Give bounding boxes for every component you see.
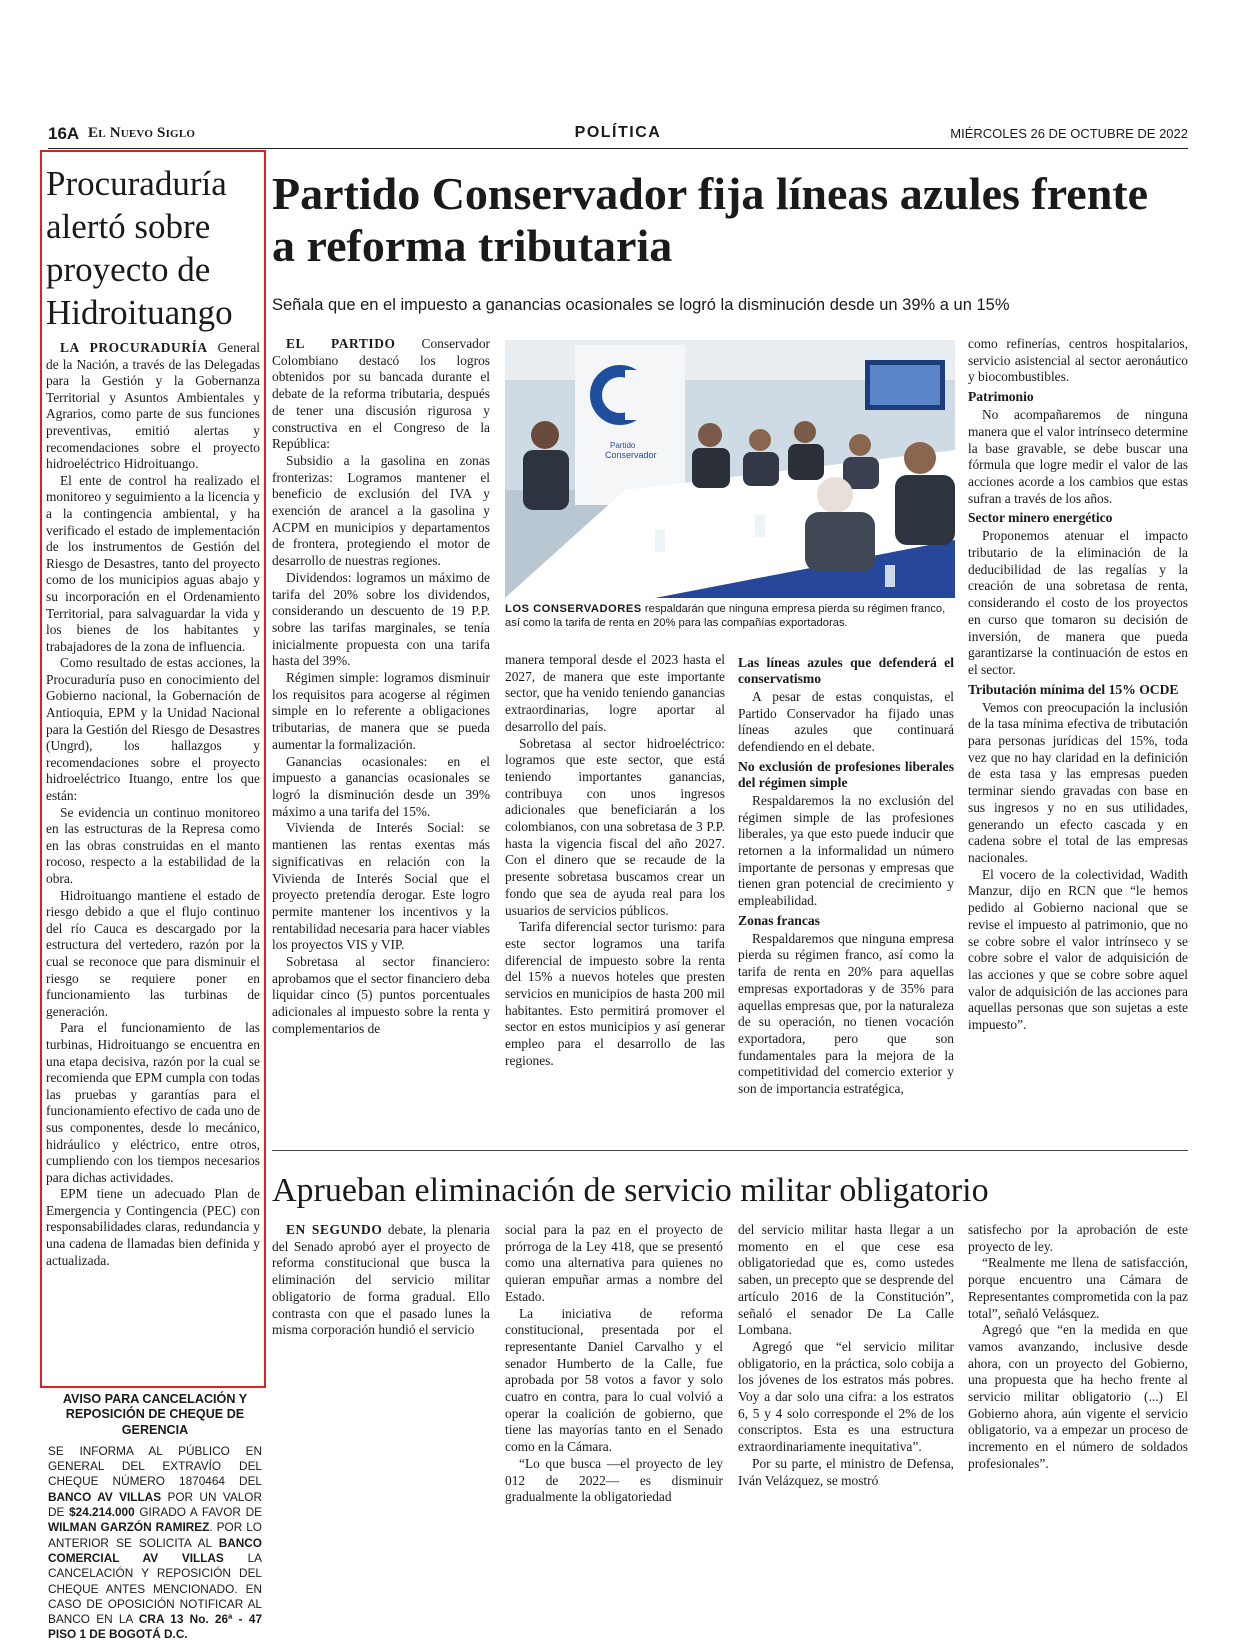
subhead: No exclusión de profesiones liberales del régimen simple <box>738 758 954 790</box>
sidebar-title: Procuraduría alertó sobre proyecto de Hidroituango <box>46 164 233 332</box>
main-column-1 <box>272 336 490 1038</box>
photo-caption: LOS CONSERVADORES respaldarán que ninguna empresa pierda su régimen franco, así como la tarifa de renta en 20% para las compañías exportadoras. <box>505 603 946 629</box>
second-paragraph: “Realmente me llena de satisfacción, porque encuentro una Cámara de Representantes comprometida con la paz total”, señaló Velásquez. <box>968 1255 1188 1321</box>
sidebar-paragraph: Como resultado de estas acciones, la Procuraduría puso en conocimiento del Gobierno nacional, la Gobernación de Antioquia, EPM y la Unidad Nacional para la Gestión del Riesgo de Desastres (Ungrd), los hallazgos y recomendaciones sobre el proyecto hidroeléctrico Ituango, entre los que están: <box>46 655 260 804</box>
issue-date: MIÉRCOLES 26 DE OCTUBRE DE 2022 <box>950 126 1188 141</box>
second-paragraph: “Lo que busca —el proyecto de ley 012 de 2022— es disminuir gradualmente la obligatoriedad <box>505 1455 723 1505</box>
second-headline: Aprueban eliminación de servicio militar obligatorio <box>272 1172 989 1209</box>
main-paragraph: Vivienda de Interés Social: se mantienen las rentas exentas más significativas en relación con la Vivienda de Interés Social que el proyecto pretendía derogar. Este logro permite mantener los incentivos y la rentabilidad necesaria para hacer viables los proyectos VIS y VIP. <box>272 820 490 953</box>
paper-name: El Nuevo Siglo <box>88 125 196 141</box>
subhead: Zonas francas <box>738 912 820 928</box>
second-paragraph: satisfecho por la aprobación de este proyecto de ley. <box>968 1222 1188 1254</box>
sidebar-paragraph: LA PROCURADURÍA General de la Nación, a través de las Delegadas para la Gestión y la Gobernanza Territorial y Asuntos Ambientales y Agrarios, como parte de sus funciones preventivas, emitió alertas y recomendaciones sobre el proyecto hidroeléctrico Hidroituango. <box>46 340 260 472</box>
main-paragraph: manera temporal desde el 2023 hasta el 2027, de manera que este importante sector, que ha venido teniendo ganancias extraordinarias, logre aportar al desarrollo del país. <box>505 652 725 734</box>
sidebar-paragraph: Se evidencia un continuo monitoreo en las estructuras de la Represa como en las obras construidas en el manto rocoso, respecto a la estabilidad de la obra. <box>46 804 260 886</box>
main-paragraph: Sobretasa al sector hidroeléctrico: logramos que este sector, que está teniendo importantes ganancias, contribuya con unos ingresos adicionales que beneficiarán a los colombianos, con una sobretasa de 3 P.P. hasta la vigencia fiscal del año 2027. Con el dinero que se recaude de la presente sobretasa buscamos crear un fondo que sea de ayuda real para los usuarios de servicios públicos. <box>505 735 725 918</box>
section-divider <box>272 1150 1188 1151</box>
main-paragraph: El vocero de la colectividad, Wadith Manzur, dijo en RCN que “le hemos pedido al Gobierno nacional que se revise el impuesto al patrimonio, que no se cobre sobre el valor intrínseco y se cobre sobre el valor de adquisición de las acciones y que se cobre sobre aquel valor de adquisición de las acciones para aquellas personas que son sujetas a este impuesto”. <box>968 866 1188 1033</box>
second-column-4 <box>968 1222 1188 1473</box>
notice-title: AVISO PARA CANCELACIÓN Y REPOSICIÓN DE CHEQUE DE GERENCIA <box>62 1392 248 1437</box>
main-paragraph: Régimen simple: logramos disminuir los requisitos para acogerse al régimen simple en lo referente a obligaciones tributarias, de manera que se pueda aumentar la formalización. <box>272 670 490 752</box>
second-paragraph: Agregó que “en la medida en que vamos avanzando, inclusive desde ahora, con un proyecto del Gobierno, una propuesta que ha hecho frente al servicio militar obligatorio (...) El Gobierno ahora, aún vigente el servicio obligatorio, va a empezar un proceso de incremento en el número de soldados profesionales”. <box>968 1322 1188 1471</box>
sidebar-paragraph: Para el funcionamiento de las turbinas, Hidroituango se encuentra en una etapa decisiva, razón por la cual se recomienda que EPM cumpla con todas las pruebas y garantías para el funcionamiento efectivo de cada uno de sus componentes, desde lo mecánico, hidráulico y eléctrico, entre otros, cumpliendo con los tiempos necesarios para dichas actividades. <box>46 1020 260 1185</box>
main-paragraph: Sobretasa al sector financiero: aprobamos que el sector financiero deba liquidar cinco (5) puntos porcentuales adicionales al impuesto sobre la renta y complementarios de <box>272 954 490 1036</box>
main-paragraph: Tarifa diferencial sector turismo: para este sector logramos una tarifa diferencial de impuesto sobre la renta del 15% a nuevos hoteles que presten servicios en municipios de hasta 200 mil habitantes. Esto permitirá promover el sector en estos municipios y así generar empleo para el desarrollo de las regiones. <box>505 919 725 1068</box>
news-photo <box>505 340 955 598</box>
caption-lead: LOS CONSERVADORES <box>505 603 642 615</box>
subhead: Las líneas azules que defenderá el conservatismo <box>738 655 954 686</box>
cheque-notice <box>48 1392 262 1643</box>
main-paragraph: A pesar de estas conquistas, el Partido Conservador ha fijado unas líneas azules que continuará defendiendo en el debate. <box>738 689 954 755</box>
second-paragraph: La iniciativa de reforma constitucional, presentada por el representante Daniel Carvalho y el senador Humberto de la Calle, fue aprobada por 58 votos a favor y solo cuatro en contra, para lo cual volvió a operar la coalición de gobierno, que tiene las mayorías tanto en el Senado como en la Cámara. <box>505 1305 723 1455</box>
second-paragraph: social para la paz en el proyecto de prórroga de la Ley 418, que se presentó como una alternativa para quienes no quieran empuñar armas a nombre del Estado. <box>505 1222 723 1304</box>
photo-sign-brand: Partido <box>610 441 636 450</box>
photo-sign-name: Conservador <box>605 450 657 460</box>
main-headline: Partido Conservador fija líneas azules frente a reforma tributaria <box>272 168 1149 271</box>
main-paragraph: Respaldaremos que ninguna empresa pierda su régimen franco, así como la tarifa de renta en 20% para aquellas empresas exportadoras y de 35% para aquellas empresas que, por la naturaleza de su operación, no tienen vocación exportadora, pero que son fundamentales para la mejora de la competitividad del comercio exterior y son de importancia estratégica, <box>738 930 954 1097</box>
second-paragraph: del servicio militar hasta llegar a un momento en el que cese esa obligatoriedad que es, como ustedes saben, un precepto que se desprende del artículo 2016 de la Constitución”, señaló el senador De La Calle Lombana. <box>738 1222 954 1338</box>
second-paragraph: Por su parte, el ministro de Defensa, Iván Velázquez, se mostró <box>738 1455 954 1488</box>
main-paragraph: No acompañaremos de ninguna manera que el valor intrínseco determine la base gravable, se debe buscar una fórmula que logre medir el valor de las acciones acorde a los cambios que estas sufran a través de los años. <box>968 407 1188 506</box>
main-paragraph: Dividendos: logramos un máximo de tarifa del 20% sobre los dividendos, considerando un descuento de 19 P.P. sobre las tarifas marginales, se tenía inicialmente propuesta con una tarifa hasta del 39%. <box>272 569 490 669</box>
meeting-photo-illustration <box>505 340 955 598</box>
page-header <box>48 124 1188 146</box>
main-paragraph: Ganancias ocasionales: en el impuesto a ganancias ocasionales se logró la disminución desde un 39% máximo a una tarifa del 15%. <box>272 753 490 819</box>
main-subheadline: Señala que en el impuesto a ganancias ocasionales se logró la disminución desde un 39% a un 15% <box>272 296 1010 314</box>
main-paragraph: Subsidio a la gasolina en zonas fronterizas: Logramos mantener el beneficio de exclusión del IVA y exención de arancel a la gasolina y ACPM en municipios y departamentos de frontera, protegiendo el motor de desarrollo de nuestras regiones. <box>272 452 490 569</box>
main-paragraph: EL PARTIDO Conservador Colombiano destacó los logros obtenidos por su bancada durante el debate de la reforma tributaria, después de tener una discusión rigurosa y constructiva en el Congreso de la República: <box>272 336 490 452</box>
second-column-3 <box>738 1222 954 1489</box>
main-paragraph: como refinerías, centros hospitalarios, servicio asistencial al sector aeronáutico y biocombustibles. <box>968 336 1188 385</box>
sidebar-body <box>46 340 260 1269</box>
subhead: Sector minero energético <box>968 510 1113 526</box>
main-paragraph: Proponemos atenuar el impacto tributario de la eliminación de la deducibilidad de las regalías y la creación de una sobretasa de renta, considerando el costo de los proyectos en curso que tomaron su decisión de inversión, de manera que pueda garantizarse la continuación de estos en el sector. <box>968 528 1188 677</box>
main-column-3 <box>738 652 954 1098</box>
subhead: Tributación mínima del 15% OCDE <box>968 681 1179 697</box>
second-column-1 <box>272 1222 490 1339</box>
page-number: 16A <box>48 124 80 143</box>
subhead: Patrimonio <box>968 389 1034 405</box>
sidebar-paragraph: EPM tiene un adecuado Plan de Emergencia y Contingencia (PEC) con responsabilidades claras, redundancia y una cadena de llamadas bien definida y actualizada. <box>46 1186 260 1268</box>
second-lead: EN SEGUNDO <box>286 1222 383 1237</box>
header-rule <box>48 148 1188 149</box>
main-paragraph: Vemos con preocupación la inclusión de la tasa mínima efectiva de tributación para personas jurídicas del 15%, toda vez que no hay claridad en la definición de esta tasa y las empresas pueden terminar siendo gravadas con base en sus ingresos y no en sus utilidades, generando un efecto cascada y en cadena sobre el total de las empresas nacionales. <box>968 699 1188 865</box>
sidebar-paragraph: El ente de control ha realizado el monitoreo y seguimiento a la licencia y a la contingencia ambiental, y ha verificado el estado de implementación de los instrumentos de Gestión del Riesgo de Desastres, tanto del proyecto como de los municipios aguas abajo y su incorporación en el Ordenamiento Territorial, para salvaguardar la vida y los bienes de los habitantes y trabajadores de la zona de influencia. <box>46 472 260 654</box>
main-paragraph: Respaldaremos la no exclusión del régimen simple de las profesiones liberales, ya que esto puede inducir que retornen a la informalidad un número importante de personas y empresas que tienen gran potencial de crecimiento y empleabilidad. <box>738 792 954 909</box>
sidebar-paragraph: Hidroituango mantiene el estado de riesgo debido a que el flujo continuo del río Cauca es descargado por la estructura del vertedero, razón por la cual se reconoce que para disminuir el riesgo se requiere poner en funcionamiento las turbinas de generación. <box>46 887 260 1019</box>
notice-text: SE INFORMA AL PÚBLICO EN GENERAL DEL EXTRAVÍO DEL CHEQUE NÚMERO 1870464 DEL BANCO AV VILLAS POR UN VALOR DE $24.214.000 GIRADO A FAVOR DE WILMAN GARZÓN RAMIREZ. POR LO ANTERIOR SE SOLICITA AL BANCO COMERCIAL AV VILLAS LA CANCELACIÓN Y REPOSICIÓN DEL CHEQUE ANTES MENCIONADO. EN CASO DE OPOSICIÓN NOTIFICAR AL BANCO EN LA CRA 13 No. 26ª - 47 PISO 1 DE BOGOTÁ D.C. <box>48 1443 262 1642</box>
section-name: POLÍTICA <box>574 124 662 141</box>
second-column-2 <box>505 1222 723 1506</box>
main-column-2 <box>505 652 725 1070</box>
second-paragraph: EN SEGUNDO debate, la plenaria del Senado aprobó ayer el proyecto de reforma constitucional que busca la eliminación del servicio militar obligatorio de forma gradual. Ello contrasta con que el pasado lunes la misma corporación hundió el servicio <box>272 1222 491 1338</box>
sidebar-lead: LA PROCURADURÍA <box>60 340 208 355</box>
main-column-4 <box>968 336 1188 1034</box>
second-paragraph: Agregó que “el servicio militar obligatorio, en la práctica, solo cobija a los jóvenes de los estratos más pobres. Voy a dar solo una cifra: a los estratos 6, 5 y 4 solo corresponde el 2% de los conscriptos. Esta es una estructura extraordinariamente inequitativa”. <box>738 1338 954 1455</box>
main-lead: EL PARTIDO <box>286 336 396 351</box>
